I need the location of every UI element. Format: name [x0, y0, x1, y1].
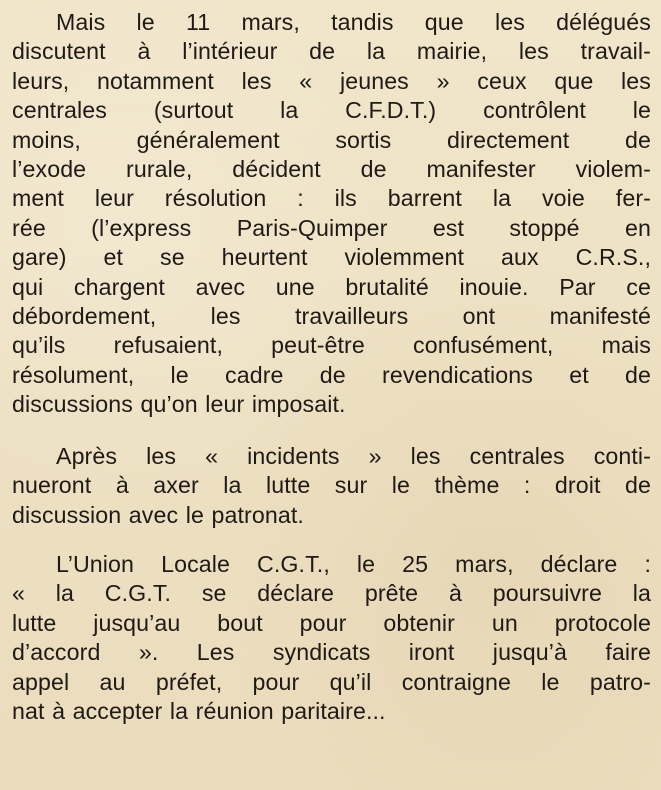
text-line: ment leur résolution : ils barrent la voie fer- [12, 185, 651, 212]
text-line: discussion avec le patronat. [12, 501, 304, 528]
text-line: discutent à l’intérieur de la mairie, les travail- [12, 38, 651, 65]
text-line: L’Union Locale C.G.T., le 25 mars, déclare : [56, 550, 651, 577]
text-line: nat à accepter la réunion paritaire... [12, 697, 386, 724]
paragraph-2 [12, 442, 651, 530]
text-line: nueront à axer la lutte sur le thème : droit de [12, 472, 651, 499]
text-line: qui chargent avec une brutalité inouie. Par ce [12, 273, 651, 300]
text-line: l’exode rurale, décident de manifester violem- [12, 156, 651, 183]
text-line: Mais le 11 mars, tandis que les délégués [56, 9, 651, 35]
text-line: qu’ils refusaient, peut-être confusément, mais [12, 332, 651, 359]
text-line: appel au préfet, pour qu’il contraigne le patro- [12, 668, 651, 695]
text-line: centrales (surtout la C.F.D.T.) contrôlent le [12, 97, 651, 124]
text-line: débordement, les travailleurs ont manifesté [12, 303, 651, 330]
text-line: rée (l’express Paris-Quimper est stoppé en [12, 214, 651, 241]
text-line: gare) et se heurtent violemment aux C.R.S., [12, 244, 651, 271]
text-line: lutte jusqu’au bout pour obtenir un protocole [12, 609, 651, 636]
paragraph-3 [12, 550, 651, 726]
text-line: moins, généralement sortis directement de [12, 126, 651, 153]
text-line: d’accord ». Les syndicats iront jusqu’à faire [12, 639, 651, 666]
text-line: « la C.G.T. se déclare prête à poursuivre la [12, 580, 651, 607]
paragraph-1 [12, 8, 651, 420]
text-line: discussions qu’on leur imposait. [12, 391, 346, 418]
text-line: leurs, notamment les « jeunes » ceux que les [12, 67, 651, 94]
text-line: Après les « incidents » les centrales conti- [56, 442, 651, 469]
text-line: résolument, le cadre de revendications et de [12, 361, 651, 388]
